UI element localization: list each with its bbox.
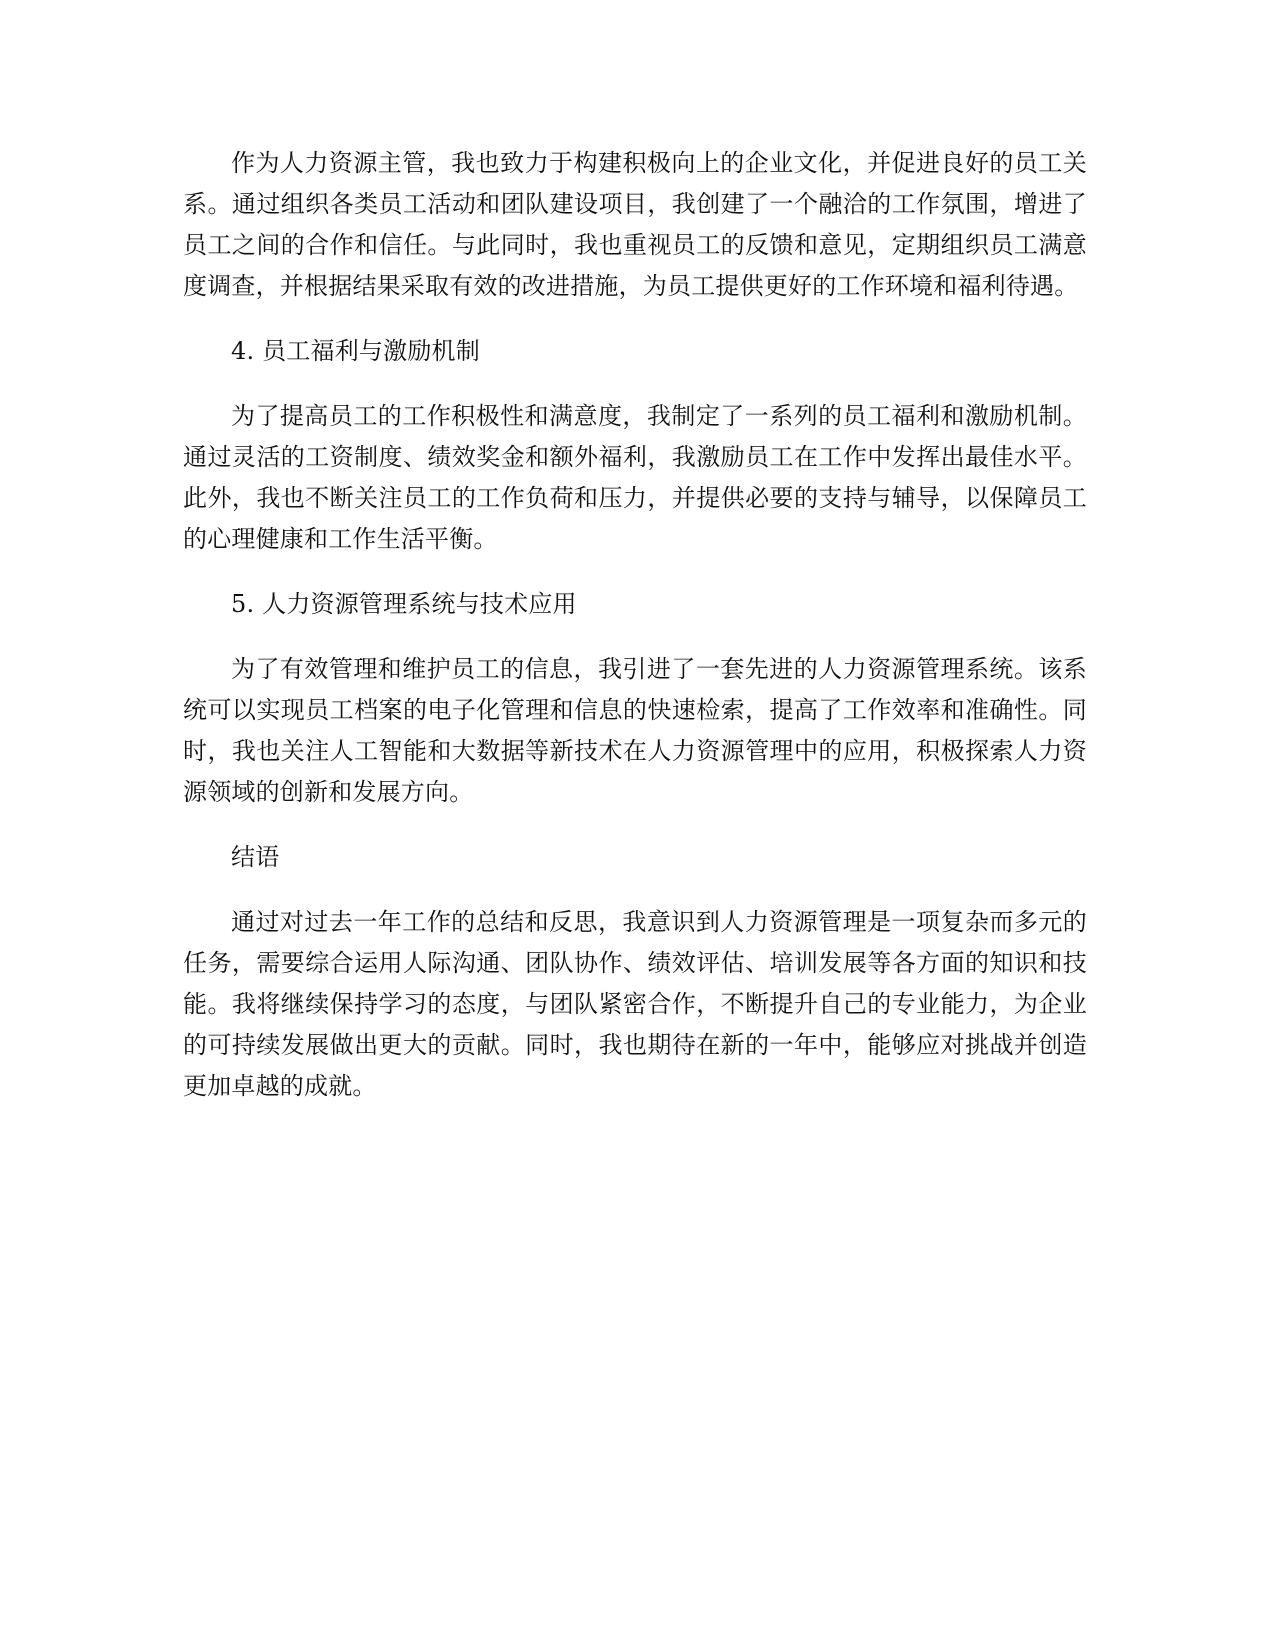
paragraph-benefits: 为了提高员工的工作积极性和满意度，我制定了一系列的员工福利和激励机制。通过灵活的工资制度、绩效奖金和额外福利，我激励员工在工作中发挥出最佳水平。此外，我也不断关注员工的工作负荷和压力，并提供必要的支持与辅导，以保障员工的心理健康和工作生活平衡。: [183, 402, 1087, 553]
section-heading-conclusion: 结语: [231, 843, 280, 871]
section-heading-benefits: 4. 员工福利与激励机制: [231, 337, 480, 365]
paragraph-hr-systems: 为了有效管理和维护员工的信息，我引进了一套先进的人力资源管理系统。该系统可以实现员工档案的电子化管理和信息的快速检索，提高了工作效率和准确性。同时，我也关注人工智能和大数据等新技术在人力资源管理中的应用，积极探索人力资源领域的创新和发展方向。: [183, 655, 1087, 806]
paragraph-conclusion: 通过对过去一年工作的总结和反思，我意识到人力资源管理是一项复杂而多元的任务，需要综合运用人际沟通、团队协作、绩效评估、培训发展等各方面的知识和技能。我将继续保持学习的态度，与团队紧密合作，不断提升自己的专业能力，为企业的可持续发展做出更大的贡献。同时，我也期待在新的一年中，能够应对挑战并创造更加卓越的成就。: [183, 908, 1087, 1100]
section-heading-hr-systems: 5. 人力资源管理系统与技术应用: [231, 590, 577, 618]
paragraph-employee-relations: 作为人力资源主管，我也致力于构建积极向上的企业文化，并促进良好的员工关系。通过组织各类员工活动和团队建设项目，我创建了一个融洽的工作氛围，增进了员工之间的合作和信任。与此同时，我也重视员工的反馈和意见，定期组织员工满意度调查，并根据结果采取有效的改进措施，为员工提供更好的工作环境和福利待遇。: [183, 149, 1087, 300]
document-body: [183, 143, 1087, 1131]
